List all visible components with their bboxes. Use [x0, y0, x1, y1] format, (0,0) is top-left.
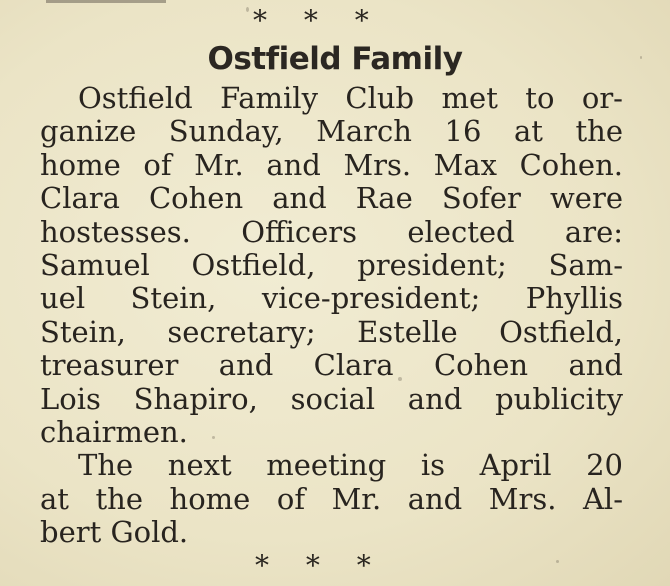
article-line: treasurer and Clara Cohen and	[40, 348, 623, 383]
article-line: hostesses. Officers elected are:	[40, 214, 623, 249]
article-line: Clara Cohen and Rae Sofer were	[40, 181, 623, 216]
article-body	[40, 82, 623, 549]
article-line: uel Stein, vice-president; Phyllis	[40, 281, 623, 316]
paragraph-2	[40, 449, 623, 549]
paper-speck	[556, 560, 559, 563]
paragraph-1	[40, 82, 623, 449]
article-line: ganize Sunday, March 16 at the	[40, 114, 623, 149]
article-line: Ostfield Family Club met to or-	[78, 81, 623, 115]
headline: Ostfield Family	[207, 41, 463, 77]
bottom-separator: * * *	[255, 549, 371, 582]
paper-speck	[640, 56, 642, 59]
article-line: at the home of Mr. and Mrs. Al-	[40, 481, 623, 516]
article-line: Lois Shapiro, social and publicity	[40, 381, 623, 416]
article-line: bert Gold.	[40, 515, 189, 550]
article-line: Samuel Ostfield, president; Sam-	[40, 247, 623, 282]
paper-speck	[398, 377, 402, 381]
previous-article-fragment	[46, 0, 236, 6]
article-line: The next meeting is April 20	[78, 448, 623, 483]
article-line: Stein, secretary; Estelle Ostfield,	[40, 314, 623, 349]
article-line: chairmen.	[40, 414, 188, 449]
paper-speck	[246, 7, 249, 12]
article-line: home of Mr. and Mrs. Max Cohen.	[40, 147, 623, 182]
top-separator: * * *	[253, 4, 369, 37]
paper-speck	[212, 436, 215, 439]
